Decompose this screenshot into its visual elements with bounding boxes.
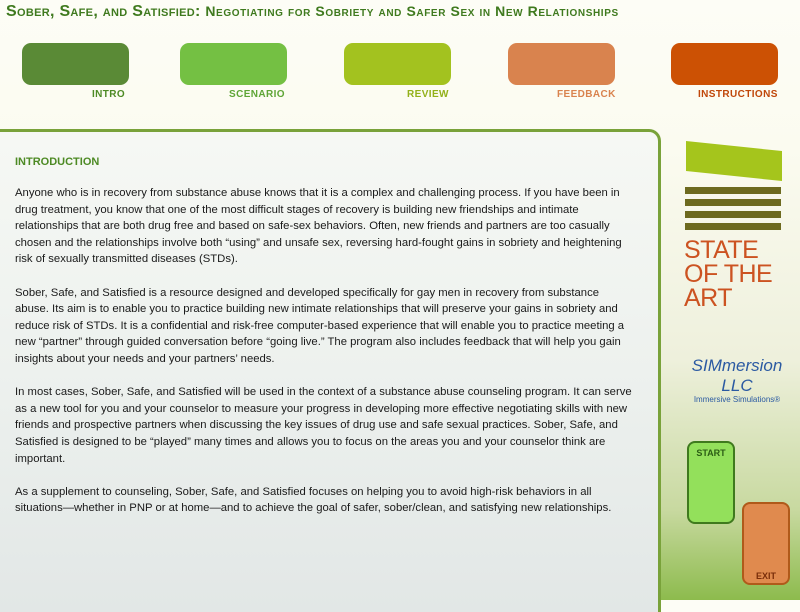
logo-stripe (685, 211, 781, 218)
nav-intro-label[interactable]: INTRO (92, 89, 126, 100)
exit-label: EXIT (755, 571, 776, 581)
exit-button[interactable] (742, 502, 790, 585)
logo-line: STATE (684, 236, 759, 264)
nav-instructions-label[interactable]: INSTRUCTIONS (698, 89, 778, 100)
nav-feedback-button[interactable] (508, 43, 615, 85)
logo-stripe (685, 187, 781, 194)
paragraph: As a supplement to counseling, Sober, Safe, and Satisfied focuses on helping you to avoid high-risk behaviors in all situations—whether in PNP or at home—and to achieve the goal of safer, sober/clean, and satisfying new relationships. (15, 485, 612, 515)
nav-scenario-label[interactable]: SCENARIO (229, 89, 285, 100)
nav-intro-button[interactable] (22, 43, 129, 85)
nav-instructions-button[interactable] (671, 43, 778, 85)
title-subtitle: Negotiating for Sobriety and Safer Sex in New Relationships (205, 3, 619, 19)
paragraph: Sober, Safe, and Satisfied is a resource designed and developed specifically for gay men in recovery from substance abuse. Its aim is to enable you to practice building new intimate relationships that will preserve your gains in sobriety and reduce risk of STDs. It is a confidential and risk-free computer-based experience that will enable you to practice meeting a new “partner” through guided conversation before “going live.” The program also includes feedback that will help you gain insights about your needs and your partners’ needs. (15, 286, 625, 365)
paragraph: In most cases, Sober, Safe, and Satisfied will be used in the context of a substance abuse counseling program. It can serve as a new tool for you and your counselor to measure your progress in developing more effective negotiating skills with new friends and prospective partners when discussing the key issues of drug use and safe sexual practices. Sober, Safe, and Satisfied is designed to be “played” many times and allows you to focus on the areas you and your counselor think are important. (15, 386, 632, 465)
logo-stripe (685, 199, 781, 206)
nav-review-label[interactable]: REVIEW (407, 89, 449, 100)
start-label: START (696, 448, 726, 458)
app-title (6, 3, 619, 21)
content-panel (0, 129, 661, 612)
logo-line: ART (684, 284, 733, 312)
brand-tagline: Immersive Simulations® (693, 395, 781, 404)
brand-name: SIMmersion LLC (691, 356, 783, 395)
title-main: Sober, Safe, and Satisfied: (6, 3, 201, 20)
nav-feedback-label[interactable]: FEEDBACK (557, 89, 616, 100)
section-heading: INTRODUCTION (15, 156, 100, 168)
paragraph: Anyone who is in recovery from substance abuse knows that it is a complex and challenging process. If you have been in drug treatment, you know that one of the most difficult stages of recovery is building new friendships and intimate relationships that are both drug free and based on safe-sex behaviors. Often, new friends and partners are too casually chosen and the relationships involve both “using” and unsafe sex, reversing hard-fought gains in sobriety and heightening risk of sexually transmitted diseases (STDs). (15, 187, 622, 266)
logo-line: OF THE (684, 260, 773, 288)
state-of-the-art-logo (684, 238, 794, 310)
start-button[interactable] (687, 441, 735, 524)
logo-stripe (685, 223, 781, 230)
simmersion-logo (678, 356, 796, 404)
nav-scenario-button[interactable] (180, 43, 287, 85)
intro-body (15, 185, 635, 533)
nav-review-button[interactable] (344, 43, 451, 85)
